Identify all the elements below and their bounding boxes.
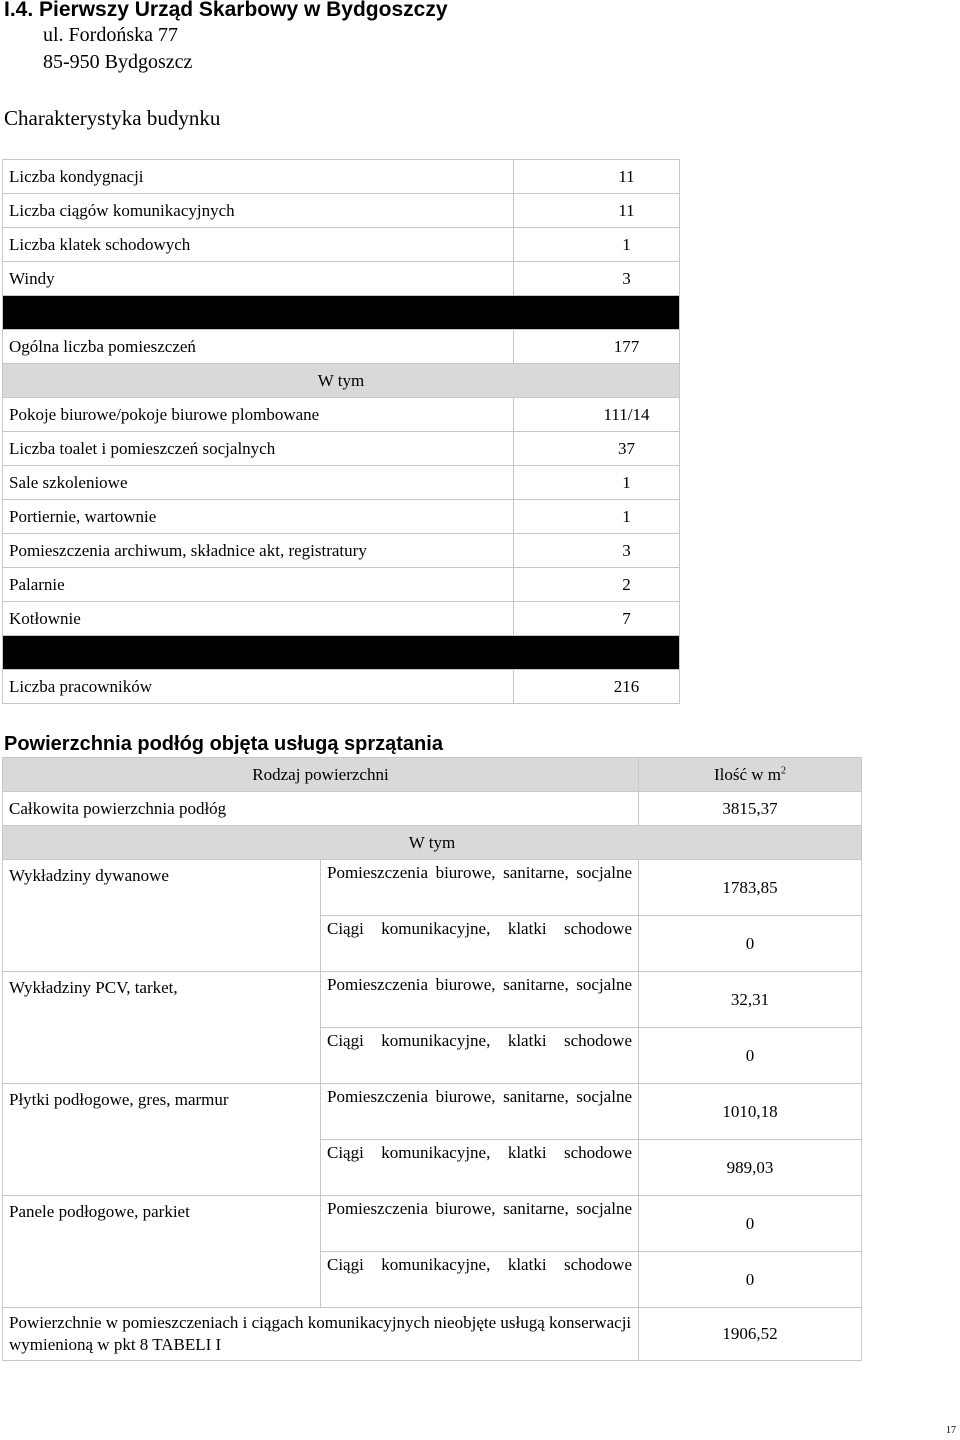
row-label: Pokoje biurowe/pokoje biurowe plombowane <box>3 398 514 432</box>
table-row <box>3 1084 862 1140</box>
excluded-label: Powierzchnie w pomieszczeniach i ciągach komunikacyjnych nieobjęte usługą konserwacji wymienioną w pkt 8 TABELI I <box>3 1308 639 1361</box>
building-heading: Charakterystyka budynku <box>4 106 221 130</box>
row-value: 37 <box>514 432 680 466</box>
table-row <box>3 432 680 466</box>
row-value: 11 <box>514 160 680 194</box>
row-value: 1 <box>514 466 680 500</box>
separator-row <box>3 636 680 670</box>
table-row <box>3 860 862 916</box>
table-row <box>3 228 680 262</box>
table-row <box>3 568 680 602</box>
sub-office: Pomieszczenia biurowe, sanitarne, socjalne <box>321 1084 639 1140</box>
total-label: Całkowita powierzchnia podłóg <box>3 792 639 826</box>
sub-corridor: Ciągi komunikacyjne, klatki schodowe <box>321 1028 639 1084</box>
row-value: 216 <box>514 670 680 704</box>
including-label: W tym <box>3 364 680 398</box>
row-value: 1 <box>514 500 680 534</box>
corridor-value: 0 <box>639 916 862 972</box>
office-value: 0 <box>639 1196 862 1252</box>
col-type-header: Rodzaj powierzchni <box>3 758 639 792</box>
address-street: ul. Fordońska 77 <box>43 24 178 46</box>
page-number: 17 <box>946 1425 956 1436</box>
table-row <box>3 262 680 296</box>
subheader-row <box>3 826 862 860</box>
table-row <box>3 1308 862 1361</box>
sub-office: Pomieszczenia biurowe, sanitarne, socjalne <box>321 1196 639 1252</box>
row-label: Windy <box>3 262 514 296</box>
row-value: 1 <box>514 228 680 262</box>
total-value: 3815,37 <box>639 792 862 826</box>
office-value: 32,31 <box>639 972 862 1028</box>
address-city: 85-950 Bydgoszcz <box>43 51 193 73</box>
subheader-row <box>3 364 680 398</box>
category-name: Płytki podłogowe, gres, marmur <box>3 1084 321 1196</box>
office-value: 1783,85 <box>639 860 862 916</box>
table-row <box>3 466 680 500</box>
row-label: Portiernie, wartownie <box>3 500 514 534</box>
sub-office: Pomieszczenia biurowe, sanitarne, socjalne <box>321 972 639 1028</box>
sub-corridor: Ciągi komunikacyjne, klatki schodowe <box>321 1140 639 1196</box>
table-row <box>3 398 680 432</box>
separator-row <box>3 296 680 330</box>
table-row <box>3 160 680 194</box>
row-value: 111/14 <box>514 398 680 432</box>
excluded-value: 1906,52 <box>639 1308 862 1361</box>
floor-area-table <box>2 757 862 1361</box>
corridor-value: 0 <box>639 1028 862 1084</box>
table-row <box>3 534 680 568</box>
category-name: Wykładziny PCV, tarket, <box>3 972 321 1084</box>
row-value: 2 <box>514 568 680 602</box>
office-value: 1010,18 <box>639 1084 862 1140</box>
table-row <box>3 602 680 636</box>
table-row <box>3 670 680 704</box>
sub-office: Pomieszczenia biurowe, sanitarne, socjalne <box>321 860 639 916</box>
including-label: W tym <box>3 826 862 860</box>
row-value: 177 <box>514 330 680 364</box>
row-label: Liczba pracowników <box>3 670 514 704</box>
document-title: I.4. Pierwszy Urząd Skarbowy w Bydgoszczy <box>4 0 448 21</box>
row-label: Ogólna liczba pomieszczeń <box>3 330 514 364</box>
row-label: Sale szkoleniowe <box>3 466 514 500</box>
table-row <box>3 500 680 534</box>
table-row <box>3 792 862 826</box>
col-amount-header: Ilość w $m^2$ <box>639 758 862 792</box>
table-row <box>3 194 680 228</box>
row-label: Liczba toalet i pomieszczeń socjalnych <box>3 432 514 466</box>
building-characteristics-table <box>2 159 680 704</box>
row-label: Pomieszczenia archiwum, składnice akt, registratury <box>3 534 514 568</box>
corridor-value: 989,03 <box>639 1140 862 1196</box>
row-value: 11 <box>514 194 680 228</box>
row-label: Liczba kondygnacji <box>3 160 514 194</box>
table-row <box>3 972 862 1028</box>
category-name: Panele podłogowe, parkiet <box>3 1196 321 1308</box>
row-value: 3 <box>514 262 680 296</box>
sub-corridor: Ciągi komunikacyjne, klatki schodowe <box>321 1252 639 1308</box>
header-row <box>3 758 862 792</box>
row-label: Liczba klatek schodowych <box>3 228 514 262</box>
table-row <box>3 330 680 364</box>
table-row <box>3 1196 862 1252</box>
row-value: 7 <box>514 602 680 636</box>
sub-corridor: Ciągi komunikacyjne, klatki schodowe <box>321 916 639 972</box>
row-label: Palarnie <box>3 568 514 602</box>
row-label: Kotłownie <box>3 602 514 636</box>
floors-heading: Powierzchnia podłóg objęta usługą sprzątania <box>4 733 443 755</box>
row-value: 3 <box>514 534 680 568</box>
corridor-value: 0 <box>639 1252 862 1308</box>
category-name: Wykładziny dywanowe <box>3 860 321 972</box>
row-label: Liczba ciągów komunikacyjnych <box>3 194 514 228</box>
